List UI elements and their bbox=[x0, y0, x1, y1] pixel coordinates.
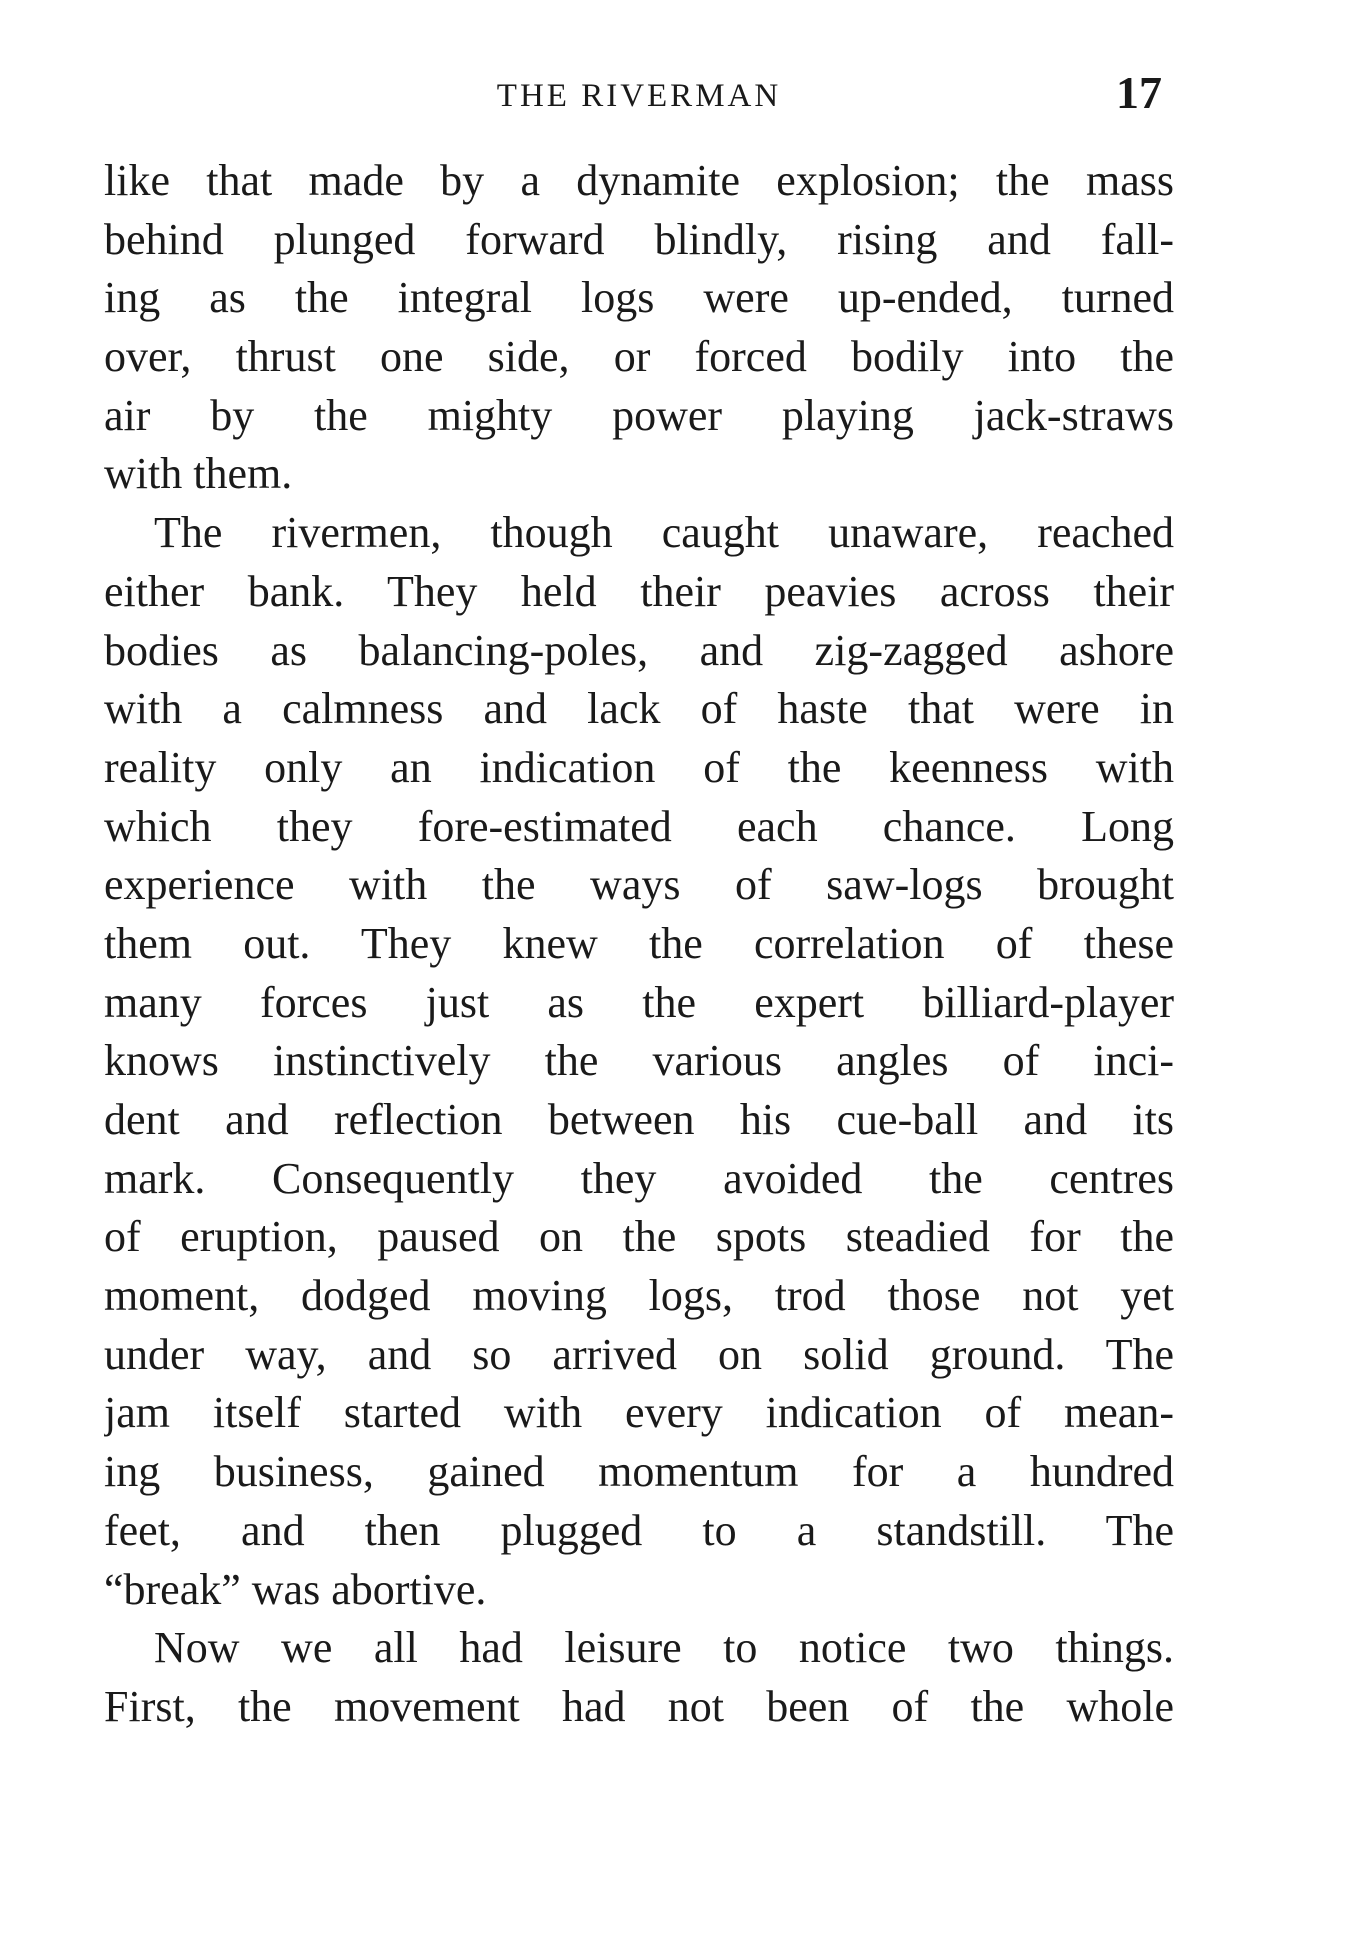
text-line: under way, and so arrived on solid ground. The bbox=[104, 1329, 1174, 1379]
text-line: mark. Consequently they avoided the centres bbox=[104, 1153, 1174, 1203]
text-line: either bank. They held their peavies across their bbox=[104, 566, 1174, 616]
paragraph bbox=[104, 152, 1174, 504]
text-line: “break” was abortive. bbox=[104, 1564, 487, 1614]
body-text bbox=[104, 152, 1174, 1737]
text-line: Now we all had leisure to notice two things. bbox=[154, 1623, 1174, 1673]
text-line: of eruption, paused on the spots steadied for the bbox=[104, 1212, 1174, 1262]
text-line: many forces just as the expert billiard-player bbox=[104, 977, 1174, 1027]
text-line: ing business, gained momentum for a hundred bbox=[104, 1447, 1174, 1497]
text-line: jam itself started with every indication of mean- bbox=[104, 1388, 1174, 1438]
text-line: air by the mighty power playing jack-straws bbox=[104, 390, 1174, 440]
paragraph bbox=[104, 1619, 1174, 1736]
text-line: feet, and then plugged to a standstill. The bbox=[104, 1505, 1174, 1555]
text-line: them out. They knew the correlation of these bbox=[104, 918, 1174, 968]
text-line: experience with the ways of saw-logs brought bbox=[104, 860, 1174, 910]
paragraph bbox=[104, 504, 1174, 1619]
text-line: behind plunged forward blindly, rising and fall- bbox=[104, 214, 1174, 264]
text-line: moment, dodged moving logs, trod those not yet bbox=[104, 1271, 1174, 1321]
text-line: like that made by a dynamite explosion; the mass bbox=[104, 156, 1174, 205]
text-line: The rivermen, though caught unaware, reached bbox=[154, 508, 1174, 558]
text-line: which they fore-estimated each chance. Long bbox=[104, 801, 1174, 851]
text-line: knows instinctively the various angles of inci- bbox=[104, 1036, 1174, 1086]
text-line: ing as the integral logs were up-ended, turned bbox=[104, 273, 1174, 323]
text-line: bodies as balancing-poles, and zig-zagged ashore bbox=[104, 625, 1174, 675]
running-title: THE RIVERMAN bbox=[496, 78, 782, 114]
text-line: over, thrust one side, or forced bodily into the bbox=[104, 332, 1174, 382]
running-head bbox=[104, 67, 1174, 132]
text-line: First, the movement had not been of the whole bbox=[104, 1681, 1174, 1731]
page-number: 17 bbox=[1116, 67, 1162, 118]
text-line: reality only an indication of the keenness with bbox=[104, 742, 1174, 792]
text-line: dent and reflection between his cue-ball and its bbox=[104, 1095, 1174, 1144]
text-line: with a calmness and lack of haste that were in bbox=[104, 684, 1174, 734]
text-line: with them. bbox=[104, 449, 293, 499]
